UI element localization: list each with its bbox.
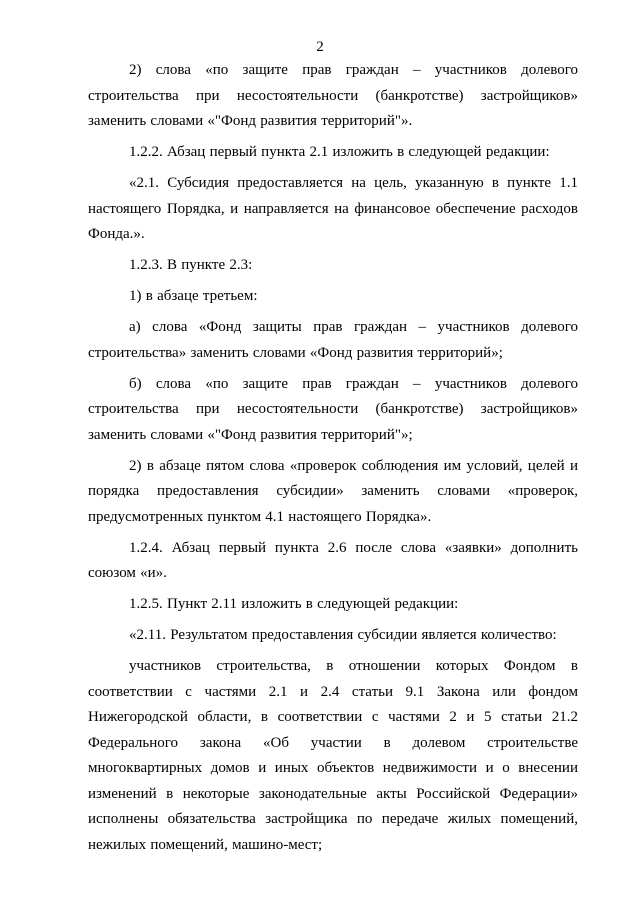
paragraph-2-11-intro: «2.11. Результатом предоставления субсидии является количество: xyxy=(129,627,557,643)
paragraph-third-abzac: 1) в абзаце третьем: xyxy=(129,288,258,304)
paragraph-subitem-b: б) слова «по защите прав граждан – участников долевого строительства при несостоятельности (банкротстве) застройщиков» заменить словами «"Фонд развития территорий"»; xyxy=(88,375,578,443)
document-body xyxy=(88,58,578,858)
paragraph-item-2-amendment: 2) слова «по защите прав граждан – участников долевого строительства при несостоятельности (банкротстве) застройщиков» заменить словами «"Фонд развития территорий"». xyxy=(88,62,578,129)
paragraph-fifth-abzac: 2) в абзаце пятом слова «проверок соблюдения им условий, целей и порядка предоставления субсидии» заменить словами «проверок, предусмотренных пунктом 4.1 настоящего Порядка». xyxy=(88,457,578,525)
paragraph-1-2-3: 1.2.3. В пункте 2.3: xyxy=(129,257,253,273)
paragraph-1-2-2: 1.2.2. Абзац первый пункта 2.1 изложить в следующей редакции: xyxy=(129,144,550,160)
page-number: 2 xyxy=(316,39,324,55)
paragraph-subitem-a: а) слова «Фонд защиты прав граждан – участников долевого строительства» заменить словами «Фонд развития территорий»; xyxy=(88,319,578,361)
paragraph-2-1-text: «2.1. Субсидия предоставляется на цель, указанную в пункте 1.1 настоящего Порядка, и направляется на финансовое обеспечение расходов Фонда.». xyxy=(88,175,578,242)
paragraph-1-2-5: 1.2.5. Пункт 2.11 изложить в следующей редакции: xyxy=(129,596,459,612)
paragraph-participants: участников строительства, в отношении которых Фондом в соответствии с частями 2.1 и 2.4 статьи 9.1 Закона или фондом Нижегородской области, в соответствии с частями 2 и 5 статьи 21.2 Федерального закона «Об участии в долевом строительстве многоквартирных домов и иных объектов недвижимости и о внесении изменений в некоторые законодательные акты Российской Федерации» исполнены обязательства застройщика по передаче жилых помещений, нежилых помещений, машино-мест; xyxy=(88,658,578,853)
paragraph-1-2-4: 1.2.4. Абзац первый пункта 2.6 после слова «заявки» дополнить союзом «и». xyxy=(88,539,578,581)
